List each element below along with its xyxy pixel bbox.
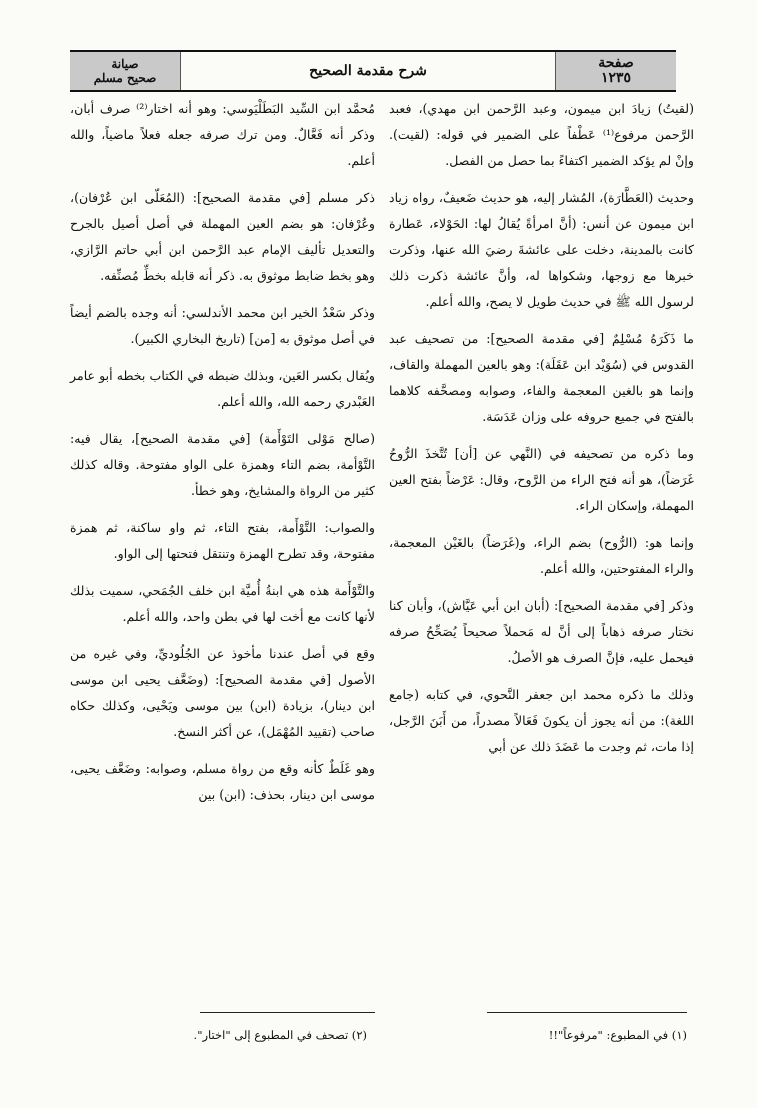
paragraph: ذكر مسلم [في مقدمة الصحيح]: (المُعَلّى ابن عُرْفان)، وعُرْفان: هو بضم العين المهملة في أصل أصيل بالجرح والتعديل تأليف الإمام عبد الرَّحمن ابن أبي حاتم الرَّازي، وهو بخط ضابط موثوق به. ذكر أنه قابله بخطِّ مُصنِّفه.: [70, 190, 375, 283]
paragraph: وقع في أصل عندنا مأخوذ عن الجُلُوديِّ، وفي غيره من الأصول [في مقدمة الصحيح]: (وضَعَّف يحيى ابن موسى ابن دينار)، بزيادة (ابن) بين موسى ويَحْيى، وكذلك حكاه صاحب (تقييد المُهْمَل)، عن أكثر النسخ.: [70, 646, 375, 739]
book-title-box: [70, 52, 181, 90]
footnote-2: (٢) تصحف في المطبوع إلى "اختار".: [193, 1028, 367, 1042]
paragraph: وحديث (العَطَّارَة)، المُشار إليه، هو حديث ضَعيفٌ، رواه زياد ابن ميمون عن أنس: (أنَّ امرأةً يُقالُ لها: الحَوْلاء، عَطارة كانت بالمدينة، دخلت على عائشةَ رضيَ الله عنها، وذكرت خبرها مع زوجها، وشكواها له، وأنَّ عائشة ذكرت ذلك لرسول الله ﷺ في حديث طويل لا يصح، والله أعلم.: [389, 190, 694, 309]
page-number-box: [555, 52, 676, 90]
paragraph: والتَّوْأَمة هذه هي ابنةُ أُميَّة ابن خلف الجُمَحي، سميت بذلك لأنها كانت مع أخت لها في بطن واحد، والله أعلم.: [70, 583, 375, 624]
paragraph: وذكر [في مقدمة الصحيح]: (أبان ابن أبي عَيَّاش)، وأبان كنا نختار صرفه ذهاباً إلى أنَّ له مَحملاً صحيحاً يُصَحِّحُ صرفه فيحمل عليه، فإنَّ الصرف هو الأصلُ.: [389, 598, 694, 665]
paragraph: وذلك ما ذكره محمد ابن جعفر النَّحوي، في كتابه (جامع اللغة): من أنه يجوز أن يكونَ فَعَالاً مصدراً، من أَبَنَ الرَّجل، إذا مات، ثم وجدت ما عَضَدَ ذلك عن أبي: [389, 687, 694, 754]
right-column: [389, 96, 694, 771]
paragraph: وهو غَلَطٌ كأنه وقع من رواة مسلم، وصوابه: وضَعَّف يحيى، موسى ابن دينار، بحذف: (ابن) بين: [70, 761, 375, 802]
paragraph: ما ذَكَرَهُ مُسْلِمٌ [في مقدمة الصحيح]: من تصحيف عبد القدوس في (سُوَيْد ابن عَقَلَة): وهو بالعين المهملة والقاف، وإنما هو بالغين المعجمة والفاء، وصوابه ومصحَّفه كلاهما بالفتح في جميع حروفه على وزان عَدَسَة.: [389, 331, 694, 424]
paragraph: مُحمَّد ابن السِّيد البَطَلْيَوسي: وهو أنه اختار⁽²⁾ صرف أبان، وذكر أنه فَعَّالٌ. ومن ترك صرفه جعله فعلاً ماضياً، والله أعلم.: [70, 101, 375, 168]
page-header: [70, 50, 676, 92]
book-title-line1: صيانة: [111, 57, 139, 71]
footnote-1: (١) في المطبوع: "مرفوعاً"!!: [548, 1028, 687, 1042]
running-title: شرح مقدمة الصحيح: [309, 63, 427, 79]
paragraph: (صالح مَوْلى التَوْأَمة) [في مقدمة الصحيح]، يقال فيه: التَّوْأمة، بضم التاء وهمزة على الواو مفتوحة. وقاله كذلك كثير من الرواة والمشايخ، وهو خطأ.: [70, 431, 375, 498]
paragraph: والصواب: التَّوْأَمة، بفتح التاء، ثم واو ساكنة، ثم همزة مفتوحة، وقد تطرح الهمزة وتنتقل فتحتها إلى الواو.: [70, 520, 375, 561]
footnote-divider: [200, 1012, 375, 1013]
left-column: [70, 96, 375, 819]
page-label: صفحة: [598, 55, 634, 71]
paragraph: (لقيتُ) زيادَ ابن ميمون، وعبد الرَّحمن ابن مهدي)، فعبد الرَّحمن مرفوع⁽¹⁾ عَطْفاً على الضمير في قوله: (لقيت). وإنْ لم يؤكد الضمير اكتفاءً بما حصل من الفصل.: [389, 101, 694, 168]
paragraph: ويُقال بكسر العَين، وبذلك ضبطه في الكتاب بخطه أبو عامر العَبْدري رحمه الله، والله أعلم.: [70, 368, 375, 409]
paragraph: وإنما هو: (الرُّوح) بضم الراء، و(غَرَضاً) بالغَيْن المعجمة، والراء المفتوحتين، والله أعلم.: [389, 535, 694, 576]
page-number: ١٢٣٥: [600, 70, 632, 86]
paragraph: وذكر سَعْدُ الخير ابن محمد الأندلسي: أنه وجده بالضم أيضاً في أصل موثوق به [من] (تاريخ البخاري الكبير).: [70, 305, 375, 346]
book-title-line2: صحيح مسلم: [93, 71, 157, 85]
footnote-divider: [487, 1012, 687, 1013]
paragraph: وما ذكره من تصحيفه في (النَّهي عن [أن] تُتَّخذَ الرُّوحُ غَرَضاً)، هو أنه فتح الراء من الرَّوح، وقال: عَرْضاً بفتح العين المهملة، وإسكان الراء.: [389, 446, 694, 513]
